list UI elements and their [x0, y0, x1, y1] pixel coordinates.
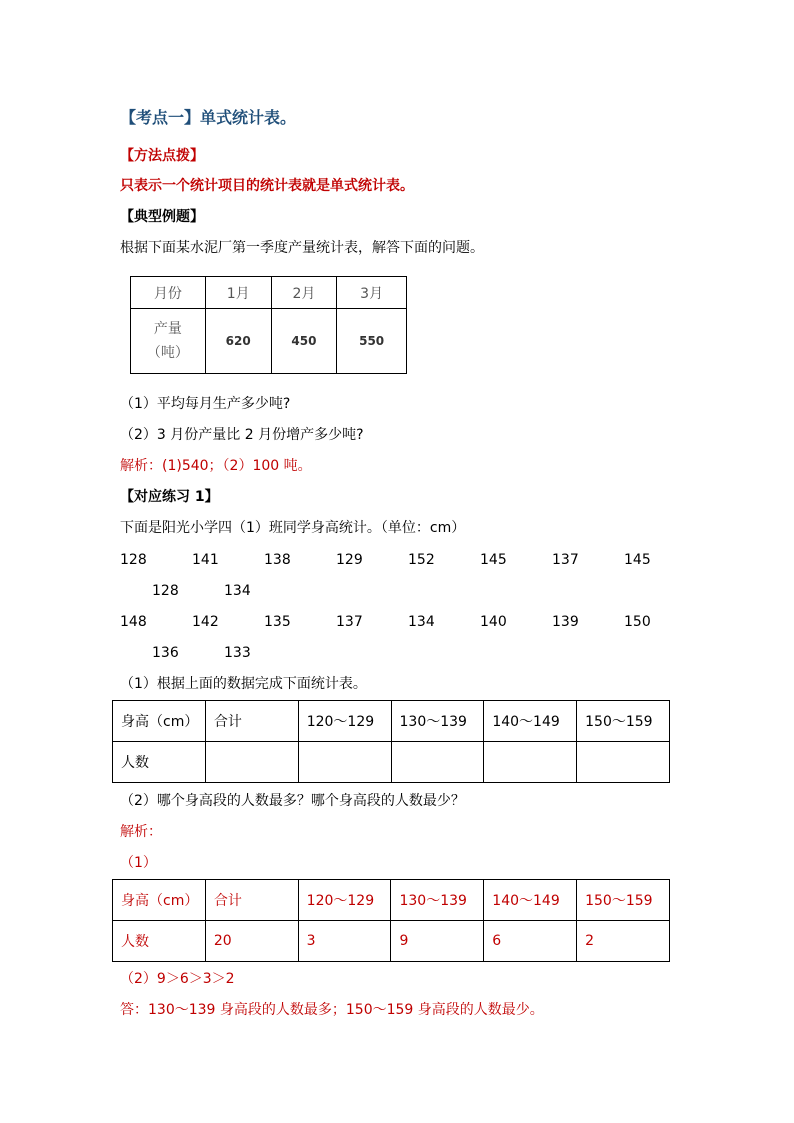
height-value: 145	[624, 552, 651, 568]
table-cell: 620	[205, 309, 271, 374]
section-heading: 【考点一】单式统计表。	[120, 108, 297, 127]
height-value: 145	[480, 552, 507, 568]
height-value: 138	[264, 552, 291, 568]
table-cell-empty	[391, 742, 484, 783]
height-value: 137	[336, 614, 363, 630]
height-value: 135	[264, 614, 291, 630]
height-value: 137	[552, 552, 579, 568]
table-cell: 20	[205, 921, 298, 962]
table-header-cell: 身高（cm）	[113, 880, 206, 921]
table-cell-empty	[298, 742, 391, 783]
height-table	[112, 700, 670, 783]
answer-1: 解析：(1)540；（2）100 吨。	[120, 458, 312, 474]
table-header-cell: 130～139	[391, 880, 484, 921]
table-row-label: 人数	[113, 921, 206, 962]
height-value: 152	[408, 552, 435, 568]
method-text: 只表示一个统计项目的统计表就是单式统计表。	[120, 178, 414, 194]
table-row-label: 人数	[113, 742, 206, 783]
task-1: （1）根据上面的数据完成下面统计表。	[120, 676, 367, 692]
table-header-cell: 1月	[205, 277, 271, 309]
task-2: （2）哪个身高段的人数最多？哪个身高段的人数最少？	[120, 793, 465, 809]
height-value: 140	[480, 614, 507, 630]
table-header-cell: 150～159	[577, 701, 670, 742]
height-value: 128	[152, 583, 179, 599]
production-table	[130, 276, 407, 374]
table-header-cell: 合计	[205, 880, 298, 921]
table-header-cell: 150～159	[577, 880, 670, 921]
practice-label: 【对应练习 1】	[120, 489, 219, 505]
height-value: 133	[224, 645, 251, 661]
question-2: （2）3 月份产量比 2 月份增产多少吨?	[120, 427, 364, 443]
height-value: 129	[336, 552, 363, 568]
table-cell: 6	[484, 921, 577, 962]
table-cell: 3	[298, 921, 391, 962]
table-cell-empty	[484, 742, 577, 783]
table-header-cell: 120～129	[298, 880, 391, 921]
table-cell: 550	[337, 309, 407, 374]
table-header-cell: 身高（cm）	[113, 701, 206, 742]
height-value: 139	[552, 614, 579, 630]
height-value: 148	[120, 614, 147, 630]
table-header-cell: 140～149	[484, 701, 577, 742]
question-1: （1）平均每月生产多少吨?	[120, 396, 291, 412]
answer-table	[112, 879, 670, 962]
table-cell: 2	[577, 921, 670, 962]
height-value: 150	[624, 614, 651, 630]
table-header-cell: 2月	[271, 277, 337, 309]
practice-intro: 下面是阳光小学四（1）班同学身高统计。（单位：cm）	[120, 520, 466, 536]
height-value: 141	[192, 552, 219, 568]
analysis-label: 解析：	[120, 824, 162, 840]
height-value: 134	[224, 583, 251, 599]
row-label-line: 产量	[153, 321, 182, 337]
table-header-cell: 合计	[205, 701, 298, 742]
height-value: 142	[192, 614, 219, 630]
table-header-cell: 140～149	[484, 880, 577, 921]
table-cell: 450	[271, 309, 337, 374]
height-value: 128	[120, 552, 147, 568]
example-intro: 根据下面某水泥厂第一季度产量统计表，解答下面的问题。	[120, 240, 484, 256]
example-label: 【典型例题】	[120, 209, 204, 225]
method-label: 【方法点拨】	[120, 148, 204, 164]
table-cell: 9	[391, 921, 484, 962]
height-value: 136	[152, 645, 179, 661]
row-label-unit: （吨）	[146, 345, 189, 361]
final-answer: 答：130～139 身高段的人数最多；150～159 身高段的人数最少。	[120, 1002, 544, 1018]
table-header-cell: 130～139	[391, 701, 484, 742]
table-header-cell: 月份	[131, 277, 206, 309]
table-row-label	[131, 309, 206, 374]
analysis-part-1: （1）	[120, 855, 157, 871]
table-header-cell: 3月	[337, 277, 407, 309]
analysis-part-2: （2）9＞6＞3＞2	[120, 971, 235, 987]
table-header-cell: 120～129	[298, 701, 391, 742]
table-cell-empty	[205, 742, 298, 783]
height-value: 134	[408, 614, 435, 630]
table-cell-empty	[577, 742, 670, 783]
